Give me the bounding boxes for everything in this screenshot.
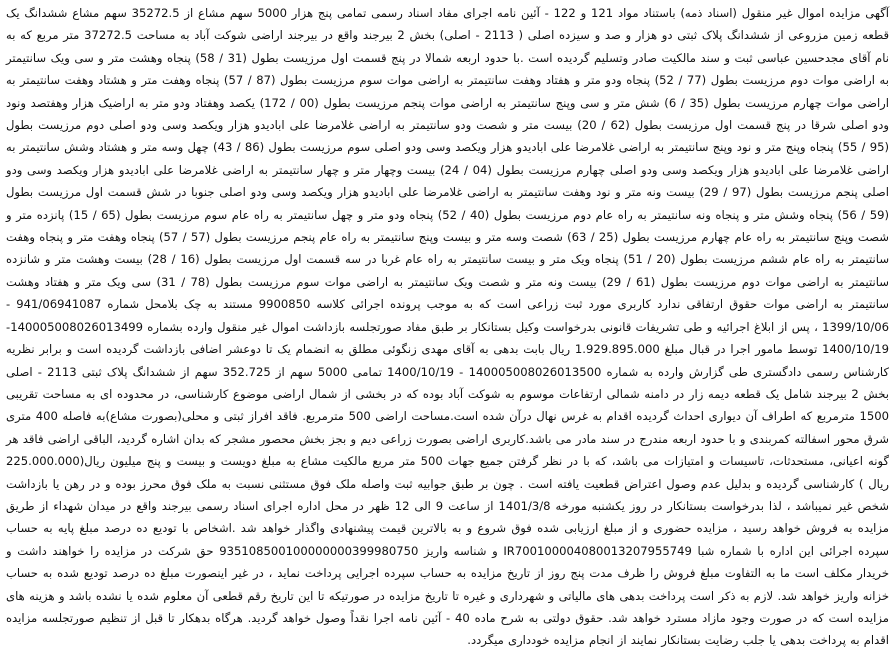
auction-notice-text: آگهی مزایده اموال غیر منقول (اسناد ذمه) باستناد مواد 121 و 122 - آئین نامه اجرای مفاد اسناد رسمی تمامی پنج هزار 5000 سهم مشاع از 35272.5 سهم مشاع ششدانگ یک قطعه زمین مزروعی از ششدانگ پلاک ثبتی دو هزار و صد و سیزده اصلی ( 2113 - اصلی) بخش 2 بیرجند واقع در بیرجند اراضی شوکت آباد به مساحت 37272.5 متر مربع که به نام آقای مجدحسین عباسی ثبت و سند مالکیت صادر وتسلیم گردیده است .با حدود اربعه شمالا در پنج قسمت اول مرزیست بطول (31 / 58) پنجاه وهشت متر و سی ویک سانتیمتر به اراضی موات دوم مرزیست بطول (77 / 52) پنجاه ودو متر و هفتاد وهفت سانتیمتر به اراضی موات سوم مرزیست بطول (87 / 57) پنجاه وهفت متر و هشتاد وهفت سانتیمتر به اراضی موات چهارم مرزیست بطول (35 / 6) شش متر و سی وپنج سانتیمتر به اراضی موات پنجم مرزیست بطول (00 / 172) یکصد وهفتاد ودو متر به اراضیک هزار وهفتصد ونود ودو اصلی شرقا در پنج قسمت اول مرزیست بطول (62 / 20) بیست متر و شصت ودو سانتیمتر به اراضی غلامرضا علی ابادیدو هزار ویکصد وسی ودو اصلی دوم مرزیست بطول (95 / 55) پنجاه وپنج متر و نود وپنج سانتیمتر به اراضی غلامرضا علی ابادیدو هزار ویکصد وسی ودو اصلی سوم مرزیست بطول (86 / 43) چهل وسه متر و هشتاد وشش سانتیمتر به اراضی غلامرضا علی ابادیدو هزار ویکصد وسی ودو اصلی چهارم مرزیست بطول (04 / 24) بیست وچهار متر و چهار سانتیمتر به اراضی غلامرضا علی ابادیدو هزار ویکصد وسی ودو اصلی پنجم مرزیست بطول (97 / 29) بیست ونه متر و نود وهفت سانتیمتر به اراضی غلامرضا علی ابادیدو هزار ویکصد وسی ودو اصلی جنوبا در شش قسمت اول مرزیست بطول (59 / 56) پنجاه وشش متر و پنجاه ونه سانتیمتر به راه عام دوم مرزیست بطول (40 / 52) پنجاه ودو متر و چهل سانتیمتر به راه عام سوم مرزیست بطول (65 / 15) پانزده متر و شصت وپنج سانتیمتر به راه عام چهارم مرزیست بطول (25 / 63) شصت وسه متر و بیست وپنج سانتیمتر به راه عام پنجم مرزیست بطول (57 / 57) پنجاه وهفت متر و پنجاه وهفت سانتیمتر به راه عام ششم مرزیست بطول (20 / 51) پنجاه ویک متر و بیست سانتیمتر به راه عام غربا در سه قسمت اول مرزیست بطول (16 / 28) بیست وهشت متر و شانزده سانتیمتر به اراضی موات دوم مرزیست بطول (61 / 29) بیست ونه متر و شصت ویک سانتیمتر به اراضی موات سوم مرزیست بطول (78 / 31) سی ویک متر و هفتاد وهشت سانتیمتر به اراضی موات حقوق ارتفاقی ندارد کاربری مورد ثبت زراعی است که به موجب پرونده اجرائی کلاسه 9900850 مستند به چک بلامحل شماره 941/06941087 - 1399/10/06 ، پس از ابلاغ اجرائیه و طی تشریفات قانونی بدرخواست وکیل بستانکار بر طبق مفاد صورتجلسه بازداشت اموال غیر منقول وارده بشماره 140005008026013499-1400/10/19 توسط مامور اجرا در قبال مبلغ 1.929.895.000 ریال بابت بدهی به آقای مهدی زنگوئی مطلق به انضمام یک تا دوعشر اضافی بازداشت گردیده است و برابر نظریه کارشناس رسمی دادگستری طی گزارش وارده به شماره 140005008026013500 - 1400/10/19 تمامی 5000 سهم از 352.725 سهم از ششدانگ پلاک ثبتی 2113 - اصلی بخش 2 بیرجند شامل یک قطعه دیمه زار در دامنه شمالی ارتفاعات موسوم به شوکت آباد بوده که در بخشی از شمال اراضی موضوع کارشناسی، در محدوده ای به مساحت تقریبی 1500 مترمربع که اطراف آن دیواری احداث گردیده اقدام به غرس نهال درآن شده است.مساحت اراضی 500 مترمربع. فاقد افراز ثبتی و محلی(بصورت مشاع)به فاصله 400 متری شرق محور اسفالته کمربندی و با حدود اربعه مندرج در سند مادر می باشد.کاربری اراضی بصورت زراعی دیم و بجز بخش محصور مشجر که بدان اشاره گردید، الباقی اراضی فاقد هر گونه اعیانی، مستحدثات، تاسیسات و امتیازات می باشد، که با در نظر گرفتن جمیع جهات 500 متر مربع مالکیت مشاع به مبلغ دویست و بیست و پنج میلیون ریال(225.000.000 ریال ) کارشناسی گردیده و بدلیل عدم وصول اعتراض قطعیت یافته است . چون بر طبق جوابیه ثبت واصله ملک فوق مستثنی نسبت به ملک فوق محرز بوده و در رهن یا بازداشت شخص غیر نمیباشد ، لذا بدرخواست بستانکار در روز یکشنبه مورخه 1401/3/8 از ساعت 9 الی 12 ظهر در محل اداره اجرای اسناد رسمی بیرجند واقع در میدان شهداء از طریق مزایده به فروش خواهد رسید ، مزایده حضوری و از مبلغ ارزیابی شده فوق شروع و به بالاترین قیمت پیشنهادی واگذار خواهد شد .اشخاص با تودیع ده درصد مبلغ پایه به حساب سپرده اجرائی این اداره با شماره شبا IR700100004080013207955749 و شناسه واریز 935108500100000000399980750 حق شرکت در مزایده را خواهند داشت و خریدار مکلف است ما به التفاوت مبلغ فروش را ظرف مدت پنج روز از تاریخ مزایده به حساب سپرده اجرایی پرداخت نماید ، در غیر اینصورت مبلغ ده درصد تودیع شده به حساب خزانه واریز خواهد شد. لازم به ذکر است پرداخت بدهی های مالیاتی و شهرداری و غیره تا تاریخ مزایده در صورتیکه تا این تاریخ رقم قطعی آن معلوم شده یا نشده باشد و هزینه های مزایده است که در صورت وجود مازاد مسترد خواهد شد. حقوق دولتی به شرح ماده 40 - آئین نامه اجرا نقداً وصول خواهد گردید. هرگاه بدهکار تا قبل از تنظیم صورتجلسه مزایده اقدام به پرداخت بدهی یا جلب رضایت بستانکار نمایند از انجام مزایده خودداری میگردد. (6, 6, 890, 648)
